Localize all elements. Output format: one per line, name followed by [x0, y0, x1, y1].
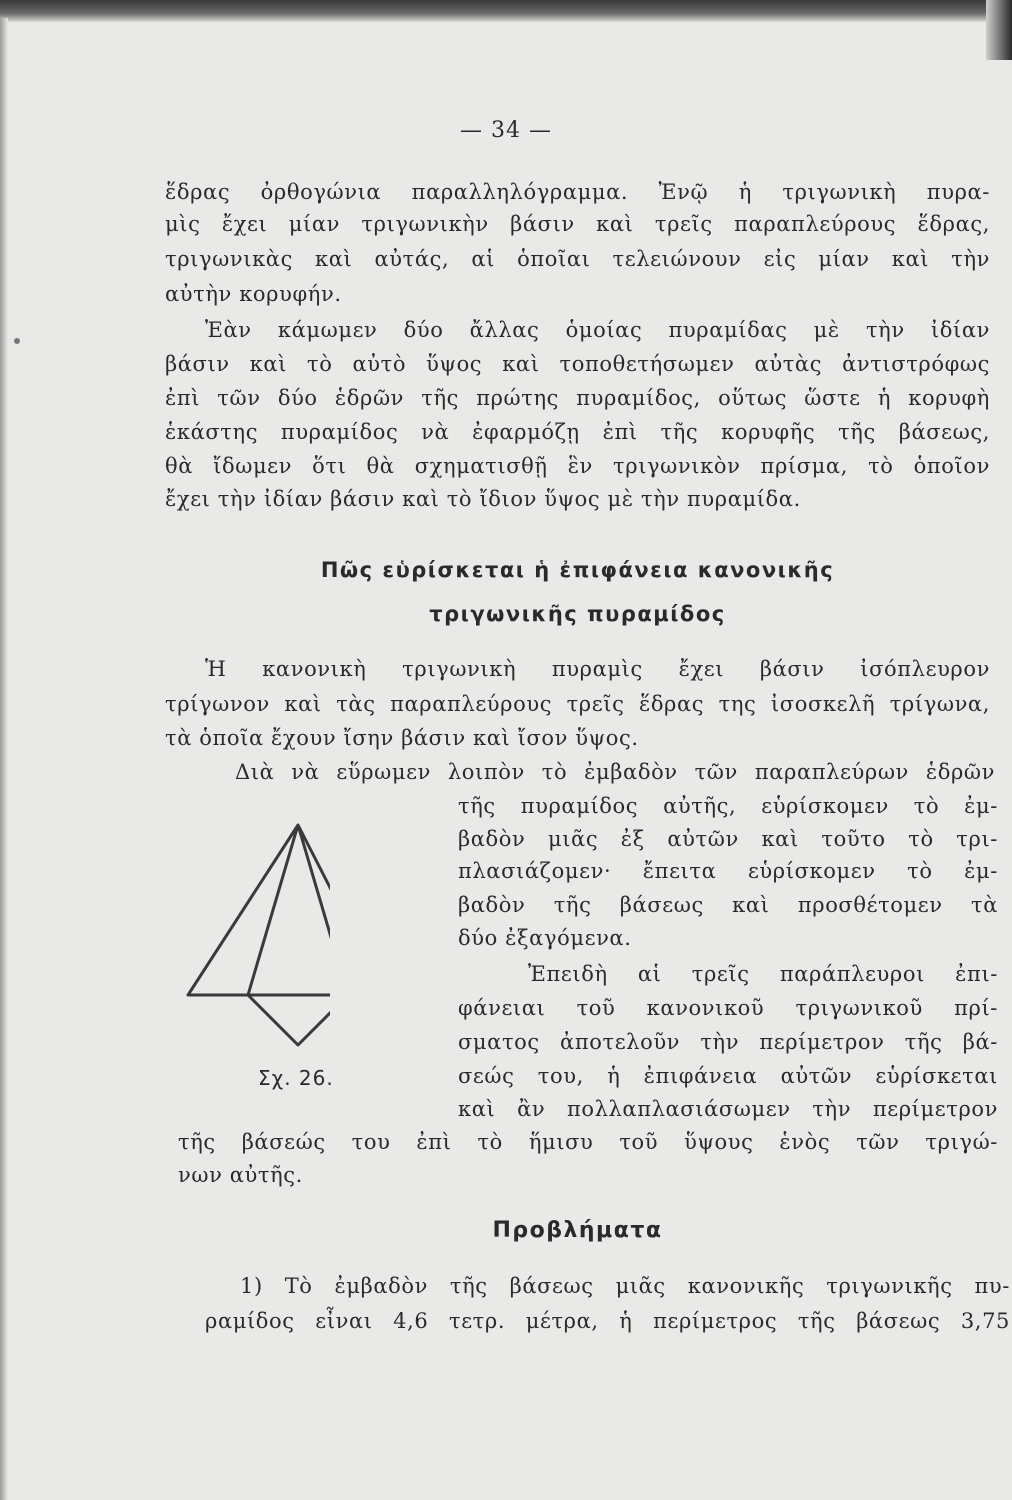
paragraph5-line: σματος ἀποτελοῦν τὴν περίμετρον τῆς βά-: [458, 1030, 998, 1054]
margin-speck: [14, 338, 20, 344]
paragraph4-line: δύο ἐξαγόμενα.: [458, 926, 632, 950]
paragraph4-line: πλασιάζομεν· ἔπειτα εὑρίσκομεν τὸ ἐμ-: [458, 859, 998, 883]
problem1-line: ραμίδος εἶναι 4,6 τετρ. μέτρα, ἡ περίμετρος τῆς βάσεως 3,75: [205, 1309, 1010, 1333]
pyramid-base-triangle: [248, 995, 330, 1045]
problems-heading: Προβλήματα: [492, 1218, 663, 1243]
section-heading-surface: Πῶς εὑρίσκεται ἡ ἐπιφάνεια κανονικῆς: [320, 558, 835, 582]
pyramid-edge-right: [298, 825, 330, 995]
scan-corner-shadow: [986, 0, 1012, 60]
paragraph1-line: μὶς ἔχει μίαν τριγωνικὴν βάσιν καὶ τρεῖς παραπλεύρους ἕδρας,: [165, 212, 990, 236]
paragraph3-line: Ἡ κανονικὴ τριγωνικὴ πυραμὶς ἔχει βάσιν ἰσόπλευρον: [205, 657, 990, 681]
paragraph4-line: τῆς πυραμίδος αὐτῆς, εὑρίσκομεν τὸ ἐμ-: [458, 794, 998, 818]
paragraph2-line: βάσιν καὶ τὸ αὐτὸ ὕψος καὶ τοποθετήσωμεν αὐτὰς ἀντιστρόφως: [165, 352, 990, 376]
paragraph4-line: βαδὸν μιᾶς ἐξ αὐτῶν καὶ τοῦτο τὸ τρι-: [458, 827, 998, 851]
paragraph2-line: θὰ ἴδωμεν ὅτι θὰ σχηματισθῇ ἓν τριγωνικὸν πρίσμα, τὸ ὁποῖον: [165, 454, 990, 478]
paragraph1-line: αὐτὴν κορυφήν.: [165, 282, 342, 306]
paragraph3-line: τὰ ὁποῖα ἔχουν ἴσην βάσιν καὶ ἴσον ὕψος.: [165, 726, 639, 750]
problem1-line: 1) Τὸ ἐμβαδὸν τῆς βάσεως μιᾶς κανονικῆς τριγωνικῆς πυ-: [240, 1274, 1010, 1298]
paragraph2-line: Ἐὰν κάμωμεν δύο ἄλλας ὁμοίας πυραμίδας μὲ τὴν ἰδίαν: [205, 318, 990, 342]
paragraph5-line: Ἐπειδὴ αἱ τρεῖς παράπλευροι ἐπι-: [528, 962, 998, 986]
paragraph2-line: ἔχει τὴν ἰδίαν βάσιν καὶ τὸ ἴδιον ὕψος μὲ τὴν πυραμίδα.: [165, 487, 801, 511]
figure-caption: Σχ. 26.: [258, 1066, 334, 1090]
page-number: — 34 —: [460, 118, 552, 143]
paragraph2-line: ἐπὶ τῶν δύο ἑδρῶν τῆς πρώτης πυραμίδος, οὕτως ὥστε ἡ κορυφὴ: [165, 386, 990, 410]
paragraph4-line: βαδὸν τῆς βάσεως καὶ προσθέτομεν τὰ: [458, 893, 998, 917]
pyramid-outer-triangle: [188, 825, 330, 995]
paragraph5-line: τῆς βάσεώς του ἐπὶ τὸ ἥμισυ τοῦ ὕψους ἑνὸς τῶν τριγώ-: [178, 1130, 998, 1154]
section-heading-surface-line2: τριγωνικῆς πυραμίδος: [429, 602, 726, 626]
paragraph4-line: Διὰ νὰ εὕρωμεν λοιπὸν τὸ ἐμβαδὸν τῶν παραπλεύρων ἑδρῶν: [235, 760, 995, 784]
scan-top-border: [0, 0, 1012, 22]
pyramid-edge-left: [248, 825, 298, 995]
paragraph3-line: τρίγωνον καὶ τὰς παραπλεύρους τρεῖς ἕδρας της ἰσοσκελῆ τρίγωνα,: [165, 692, 990, 716]
paragraph2-line: ἑκάστης πυραμίδος νὰ ἐφαρμόζῃ ἐπὶ τῆς κορυφῆς τῆς βάσεως,: [165, 420, 990, 444]
paragraph1-line: ἕδρας ὀρθογώνια παραλληλόγραμμα. Ἐνῷ ἡ τριγωνικὴ πυρα-: [165, 180, 990, 204]
paragraph1-line: τριγωνικὰς καὶ αὐτάς, αἱ ὁποῖαι τελειώνουν εἰς μίαν καὶ τὴν: [165, 247, 990, 271]
paragraph5-line: σεώς του, ἡ ἐπιφάνεια αὐτῶν εὑρίσκεται: [458, 1064, 998, 1088]
pyramid-figure: [180, 815, 330, 1055]
paragraph5-line: καὶ ἂν πολλαπλασιάσωμεν τὴν περίμετρον: [458, 1097, 998, 1121]
paragraph5-line: νων αὐτῆς.: [178, 1163, 303, 1187]
paragraph5-line: φάνειαι τοῦ κανονικοῦ τριγωνικοῦ πρί-: [458, 996, 998, 1020]
page-left-edge: [0, 18, 8, 1500]
